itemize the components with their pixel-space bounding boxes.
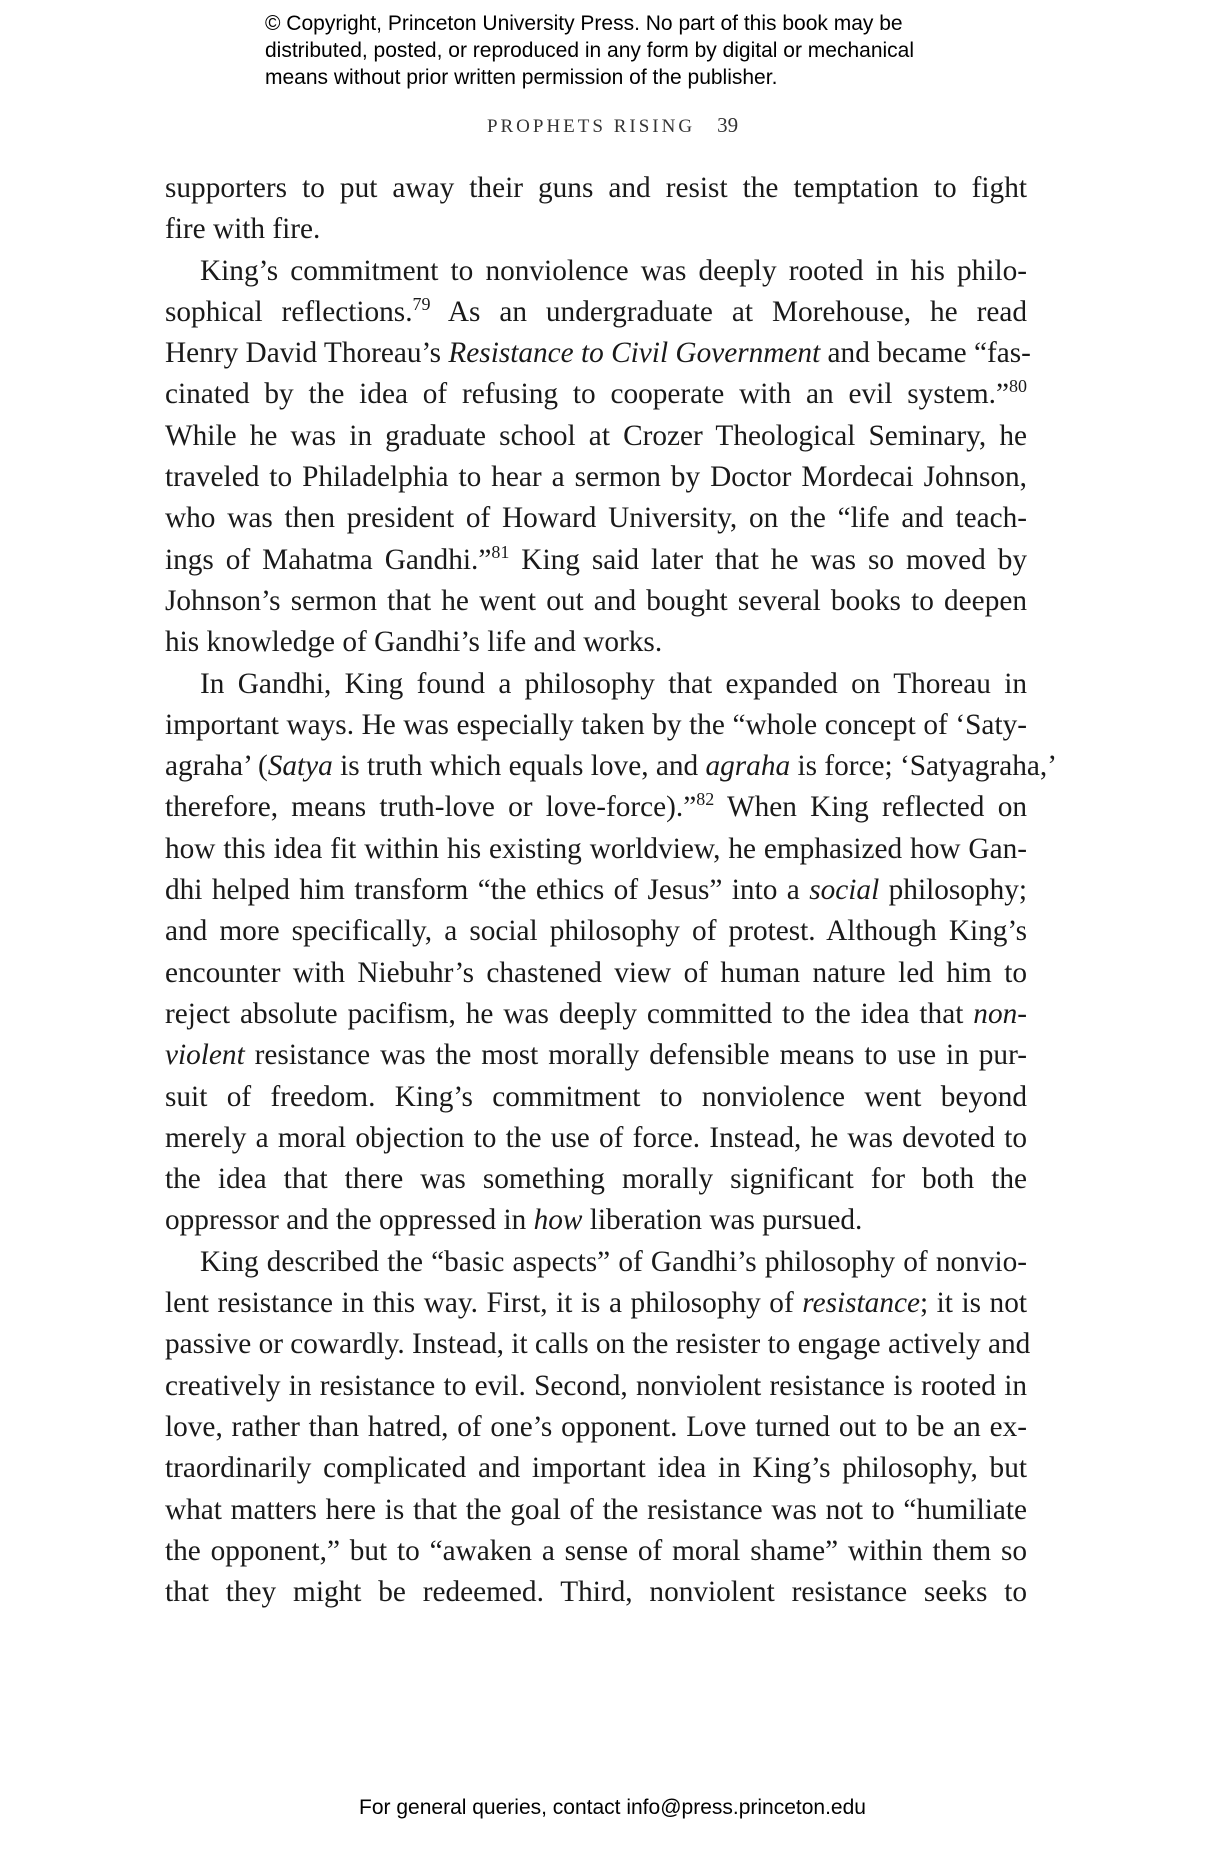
text-line: violent resistance was the most morally defensible means to use in pur- [165, 1039, 1027, 1072]
footnote-ref: 79 [412, 293, 431, 314]
text-line: reject absolute pacifism, he was deeply committed to the idea that non- [165, 997, 1027, 1030]
text-line: ings of Mahatma Gandhi.”$^{81}$ King said later that he was so moved by [165, 541, 1027, 576]
running-head-title: PROPHETS RISING [486, 116, 696, 137]
footer-contact: For general queries, contact info@press.princeton.edu [359, 1796, 866, 1819]
text-line: the opponent,” but to “awaken a sense of moral shame” within them so [165, 1534, 1027, 1567]
footnote-ref: 80 [1009, 376, 1027, 397]
text-line: who was then president of Howard University, on the “life and teach- [165, 502, 1027, 535]
text-line: love, rather than hatred, of one’s opponent. Love turned out to be an ex- [165, 1410, 1027, 1443]
text-line: the idea that there was something morally significant for both the [165, 1163, 1027, 1196]
text-line: important ways. He was especially taken by the “whole concept of ‘Saty- [165, 708, 1027, 741]
copyright-line: means without prior written permission of the publisher. [265, 66, 778, 89]
footnote-ref: 81 [491, 541, 510, 562]
text-line: therefore, means truth-love or love-force).”$^{82}$ When King reflected on [165, 789, 1027, 824]
text-line: traveled to Philadelphia to hear a sermon by Doctor Mordecai Johnson, [165, 461, 1027, 494]
page-number: 39 [717, 113, 739, 137]
text-line: agraha’ (Satya is truth which equals love, and agraha is force; ‘Satyagraha,’ [165, 750, 1057, 783]
text-line: sophical reflections.$^{79}$ As an undergraduate at Morehouse, he read [165, 293, 1027, 328]
text-line: Henry David Thoreau’s Resistance to Civil Government and became “fas- [165, 337, 1031, 370]
text-line: fire with fire. [165, 213, 321, 246]
text-line: traordinarily complicated and important idea in King’s philosophy, but [165, 1452, 1027, 1485]
running-head [0, 113, 1225, 138]
text-line: Johnson’s sermon that he went out and bought several books to deepen [165, 584, 1027, 617]
text-line: King’s commitment to nonviolence was deeply rooted in his philo- [200, 254, 1027, 287]
text-line: oppressor and the oppressed in how liberation was pursued. [165, 1204, 863, 1237]
text-line: that they might be redeemed. Third, nonviolent resistance seeks to [165, 1576, 1027, 1609]
copyright-line: distributed, posted, or reproduced in any form by digital or mechanical [265, 39, 915, 62]
text-line: creatively in resistance to evil. Second, nonviolent resistance is rooted in [165, 1369, 1027, 1402]
copyright-notice [265, 10, 1025, 91]
text-line: and more specifically, a social philosophy of protest. Although King’s [165, 915, 1027, 948]
text-line: cinated by the idea of refusing to cooperate with an evil system.”$^{80}$ [165, 376, 1027, 411]
text-line: In Gandhi, King found a philosophy that expanded on Thoreau in [200, 667, 1027, 700]
text-line: merely a moral objection to the use of force. Instead, he was devoted to [165, 1121, 1027, 1154]
text-line: passive or cowardly. Instead, it calls on the resister to engage actively and [165, 1328, 1031, 1361]
text-line: While he was in graduate school at Crozer Theological Seminary, he [165, 419, 1027, 452]
text-line: King described the “basic aspects” of Gandhi’s philosophy of nonvio- [200, 1245, 1027, 1278]
body-text [165, 168, 1057, 1613]
footnote-ref: 82 [696, 789, 715, 810]
text-line: his knowledge of Gandhi’s life and works. [165, 626, 663, 659]
text-line: supporters to put away their guns and resist the temptation to fight [165, 172, 1027, 204]
text-line: dhi helped him transform “the ethics of Jesus” into a social philosophy; [165, 874, 1028, 907]
text-line: encounter with Niebuhr’s chastened view of human nature led him to [165, 956, 1027, 989]
text-line: what matters here is that the goal of the resistance was not to “humiliate [165, 1493, 1027, 1526]
copyright-line: © Copyright, Princeton University Press. No part of this book may be [265, 12, 903, 35]
text-line: how this idea fit within his existing worldview, he emphasized how Gan- [165, 832, 1027, 865]
text-line: suit of freedom. King’s commitment to nonviolence went beyond [165, 1080, 1027, 1113]
text-line: lent resistance in this way. First, it is a philosophy of resistance; it is not [165, 1287, 1027, 1320]
